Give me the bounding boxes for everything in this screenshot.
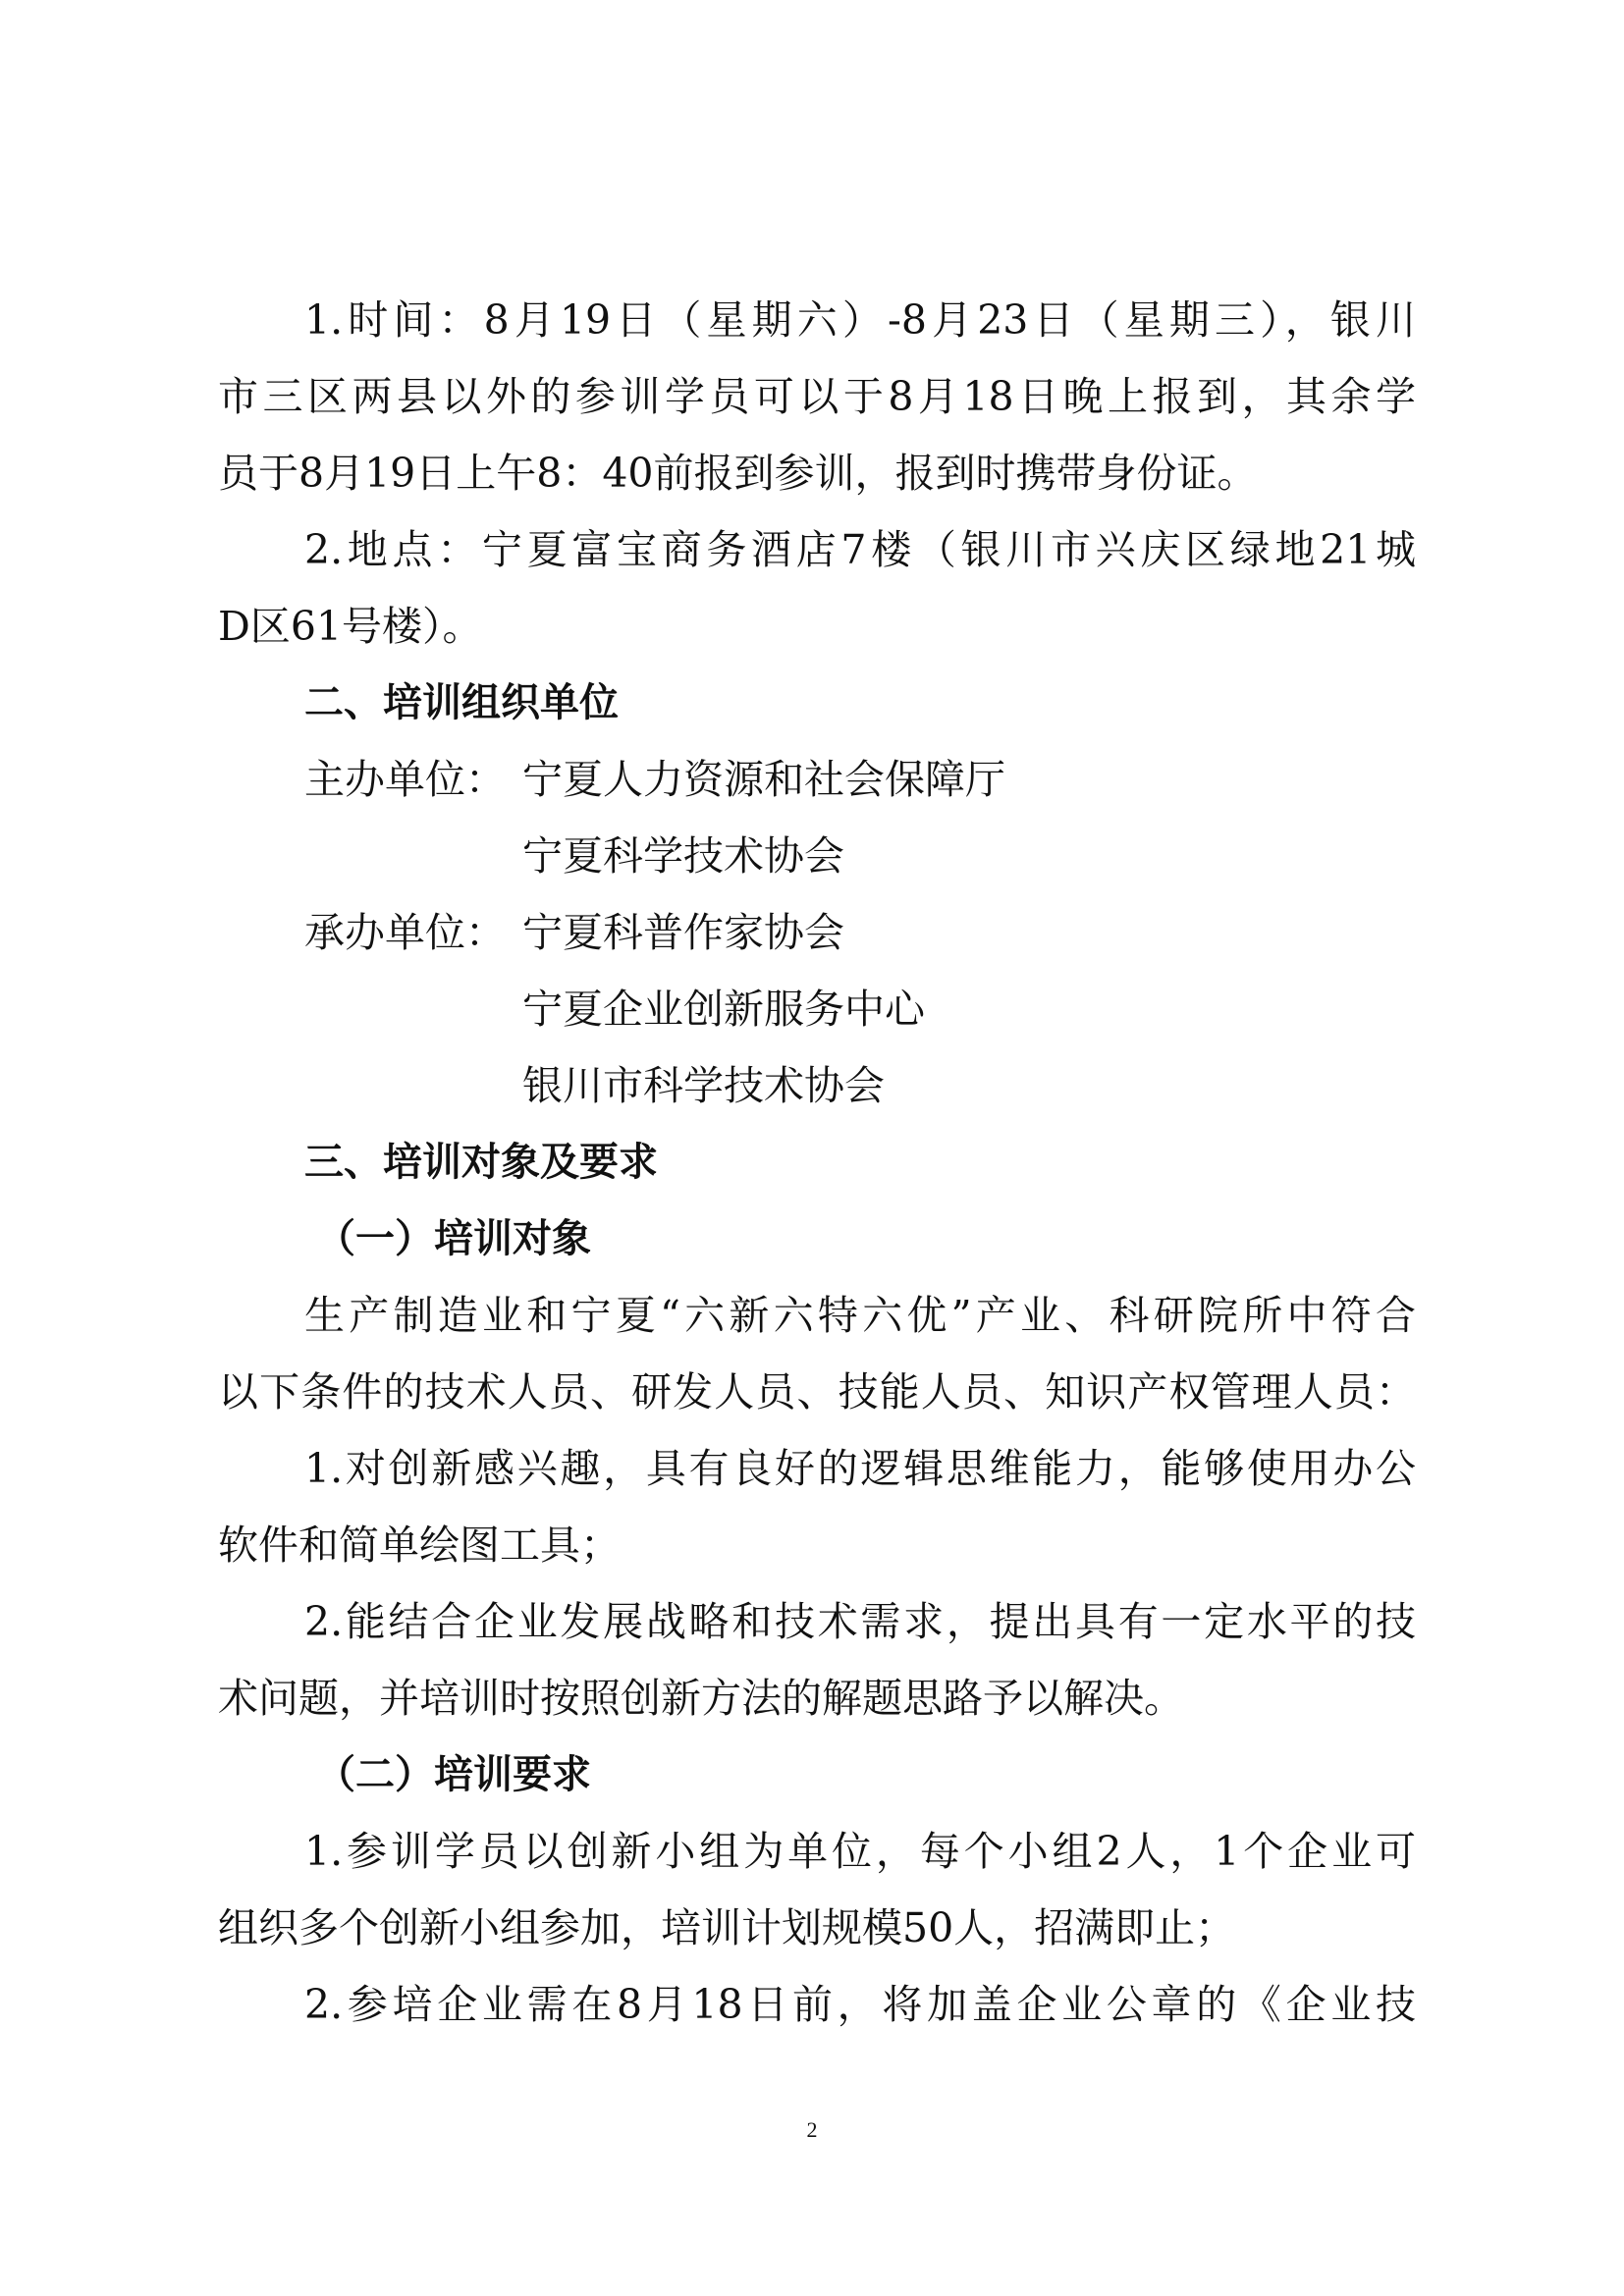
place-paragraph-line-2: D区61号楼）。 <box>218 603 483 650</box>
requirement-1-line-1: 1.参训学员以创新小组为单位，每个小组2人，1个企业可 <box>304 1828 1416 1875</box>
host-unit: 宁夏人力资源和社会保障厅 <box>522 756 1005 803</box>
host-row-2 <box>218 818 1416 894</box>
condition-1-line-1: 1.对创新感兴趣，具有良好的逻辑思维能力，能够使用办公 <box>304 1445 1416 1492</box>
organizer-unit: 银川市科学技术协会 <box>522 1062 885 1109</box>
condition-1-line-2: 软件和简单绘图工具； <box>218 1522 621 1569</box>
time-paragraph-line-1: 1.时间：8月19日（星期六）-8月23日（星期三），银川 <box>304 296 1416 344</box>
page-number: 2 <box>806 2117 818 2142</box>
condition-2-line-2: 术问题，并培训时按照创新方法的解题思路予以解决。 <box>218 1675 1184 1722</box>
host-label: 主办单位： <box>304 756 506 803</box>
requirement-1-line-2: 组织多个创新小组参加，培训计划规模50人，招满即止； <box>218 1904 1236 1951</box>
host-unit: 宁夏科学技术协会 <box>522 832 844 880</box>
host-row-1 <box>218 741 1416 818</box>
subsection-heading-target: （一）培训对象 <box>316 1215 591 1261</box>
page-body <box>218 282 1416 2043</box>
target-paragraph-line-1: 生产制造业和宁夏“六新六特六优”产业、科研院所中符合 <box>304 1292 1416 1339</box>
organizer-row-2 <box>218 971 1416 1047</box>
organizer-row-1 <box>218 894 1416 971</box>
section-heading-trainees: 三、培训对象及要求 <box>304 1140 658 1185</box>
condition-2-line-1: 2.能结合企业发展战略和技术需求，提出具有一定水平的技 <box>304 1598 1416 1645</box>
target-paragraph-line-2: 以下条件的技术人员、研发人员、技能人员、知识产权管理人员： <box>218 1368 1416 1415</box>
organizer-label: 承办单位： <box>304 909 506 956</box>
subsection-heading-requirements: （二）培训要求 <box>316 1751 591 1797</box>
place-paragraph-line-1: 2.地点：宁夏富宝商务酒店7楼（银川市兴庆区绿地21城 <box>304 526 1416 573</box>
organizer-unit: 宁夏科普作家协会 <box>522 909 844 956</box>
organizer-row-3 <box>218 1047 1416 1124</box>
requirement-2-line-1: 2.参培企业需在8月18日前，将加盖企业公章的《企业技 <box>304 1981 1416 2028</box>
time-paragraph-line-2: 市三区两县以外的参训学员可以于8月18日晚上报到，其余学 <box>218 373 1416 420</box>
organizer-unit: 宁夏企业创新服务中心 <box>522 986 925 1033</box>
section-heading-organizers: 二、培训组织单位 <box>304 680 619 725</box>
time-paragraph-line-3: 员于8月19日上午8：40前报到参训，报到时携带身份证。 <box>218 450 1258 497</box>
